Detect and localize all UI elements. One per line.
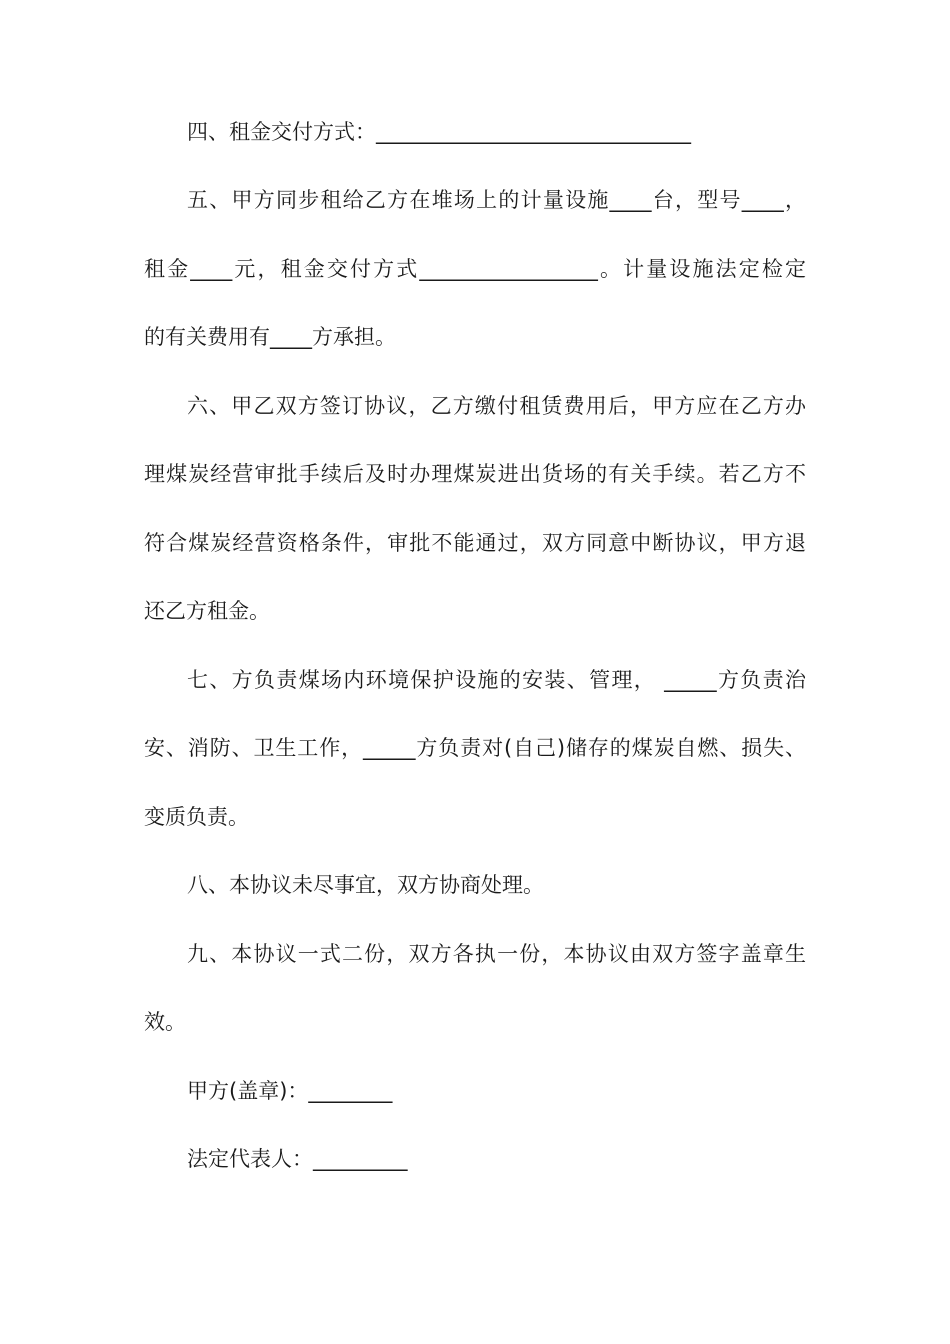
clause-4-rent-payment: 四、租金交付方式：______________________________ (187, 120, 691, 144)
clause-7-line-3: 变质负责。 (144, 805, 249, 829)
clause-7-line-2: 安、消防、卫生工作，_____方负责对(自己)储存的煤炭自燃、损失、 (144, 736, 806, 760)
clause-5-line-2: 租金____元，租金交付方式_________________。计量设施法定检定 (144, 257, 806, 281)
clause-6-line-2: 理煤炭经营审批手续后及时办理煤炭进出货场的有关手续。若乙方不 (144, 462, 806, 486)
clause-7-line-1: 七、方负责煤场内环境保护设施的安装、管理， _____方负责治 (187, 668, 806, 692)
legal-representative-line: 法定代表人：_________ (187, 1147, 408, 1171)
clause-9-line-2: 效。 (144, 1010, 186, 1034)
clause-8: 八、本协议未尽事宜，双方协商处理。 (187, 873, 544, 897)
party-a-seal-line: 甲方(盖章)：________ (187, 1079, 393, 1103)
clause-5-line-3: 的有关费用有____方承担。 (144, 325, 396, 349)
clause-5-line-1: 五、甲方同步租给乙方在堆场上的计量设施____台，型号____， (187, 188, 806, 212)
clause-6-line-3: 符合煤炭经营资格条件，审批不能通过，双方同意中断协议，甲方退 (144, 531, 806, 555)
clause-6-line-4: 还乙方租金。 (144, 599, 270, 623)
clause-6-line-1: 六、甲乙双方签订协议，乙方缴付租赁费用后，甲方应在乙方办 (187, 394, 806, 418)
clause-9-line-1: 九、本协议一式二份，双方各执一份，本协议由双方签字盖章生 (187, 942, 806, 966)
